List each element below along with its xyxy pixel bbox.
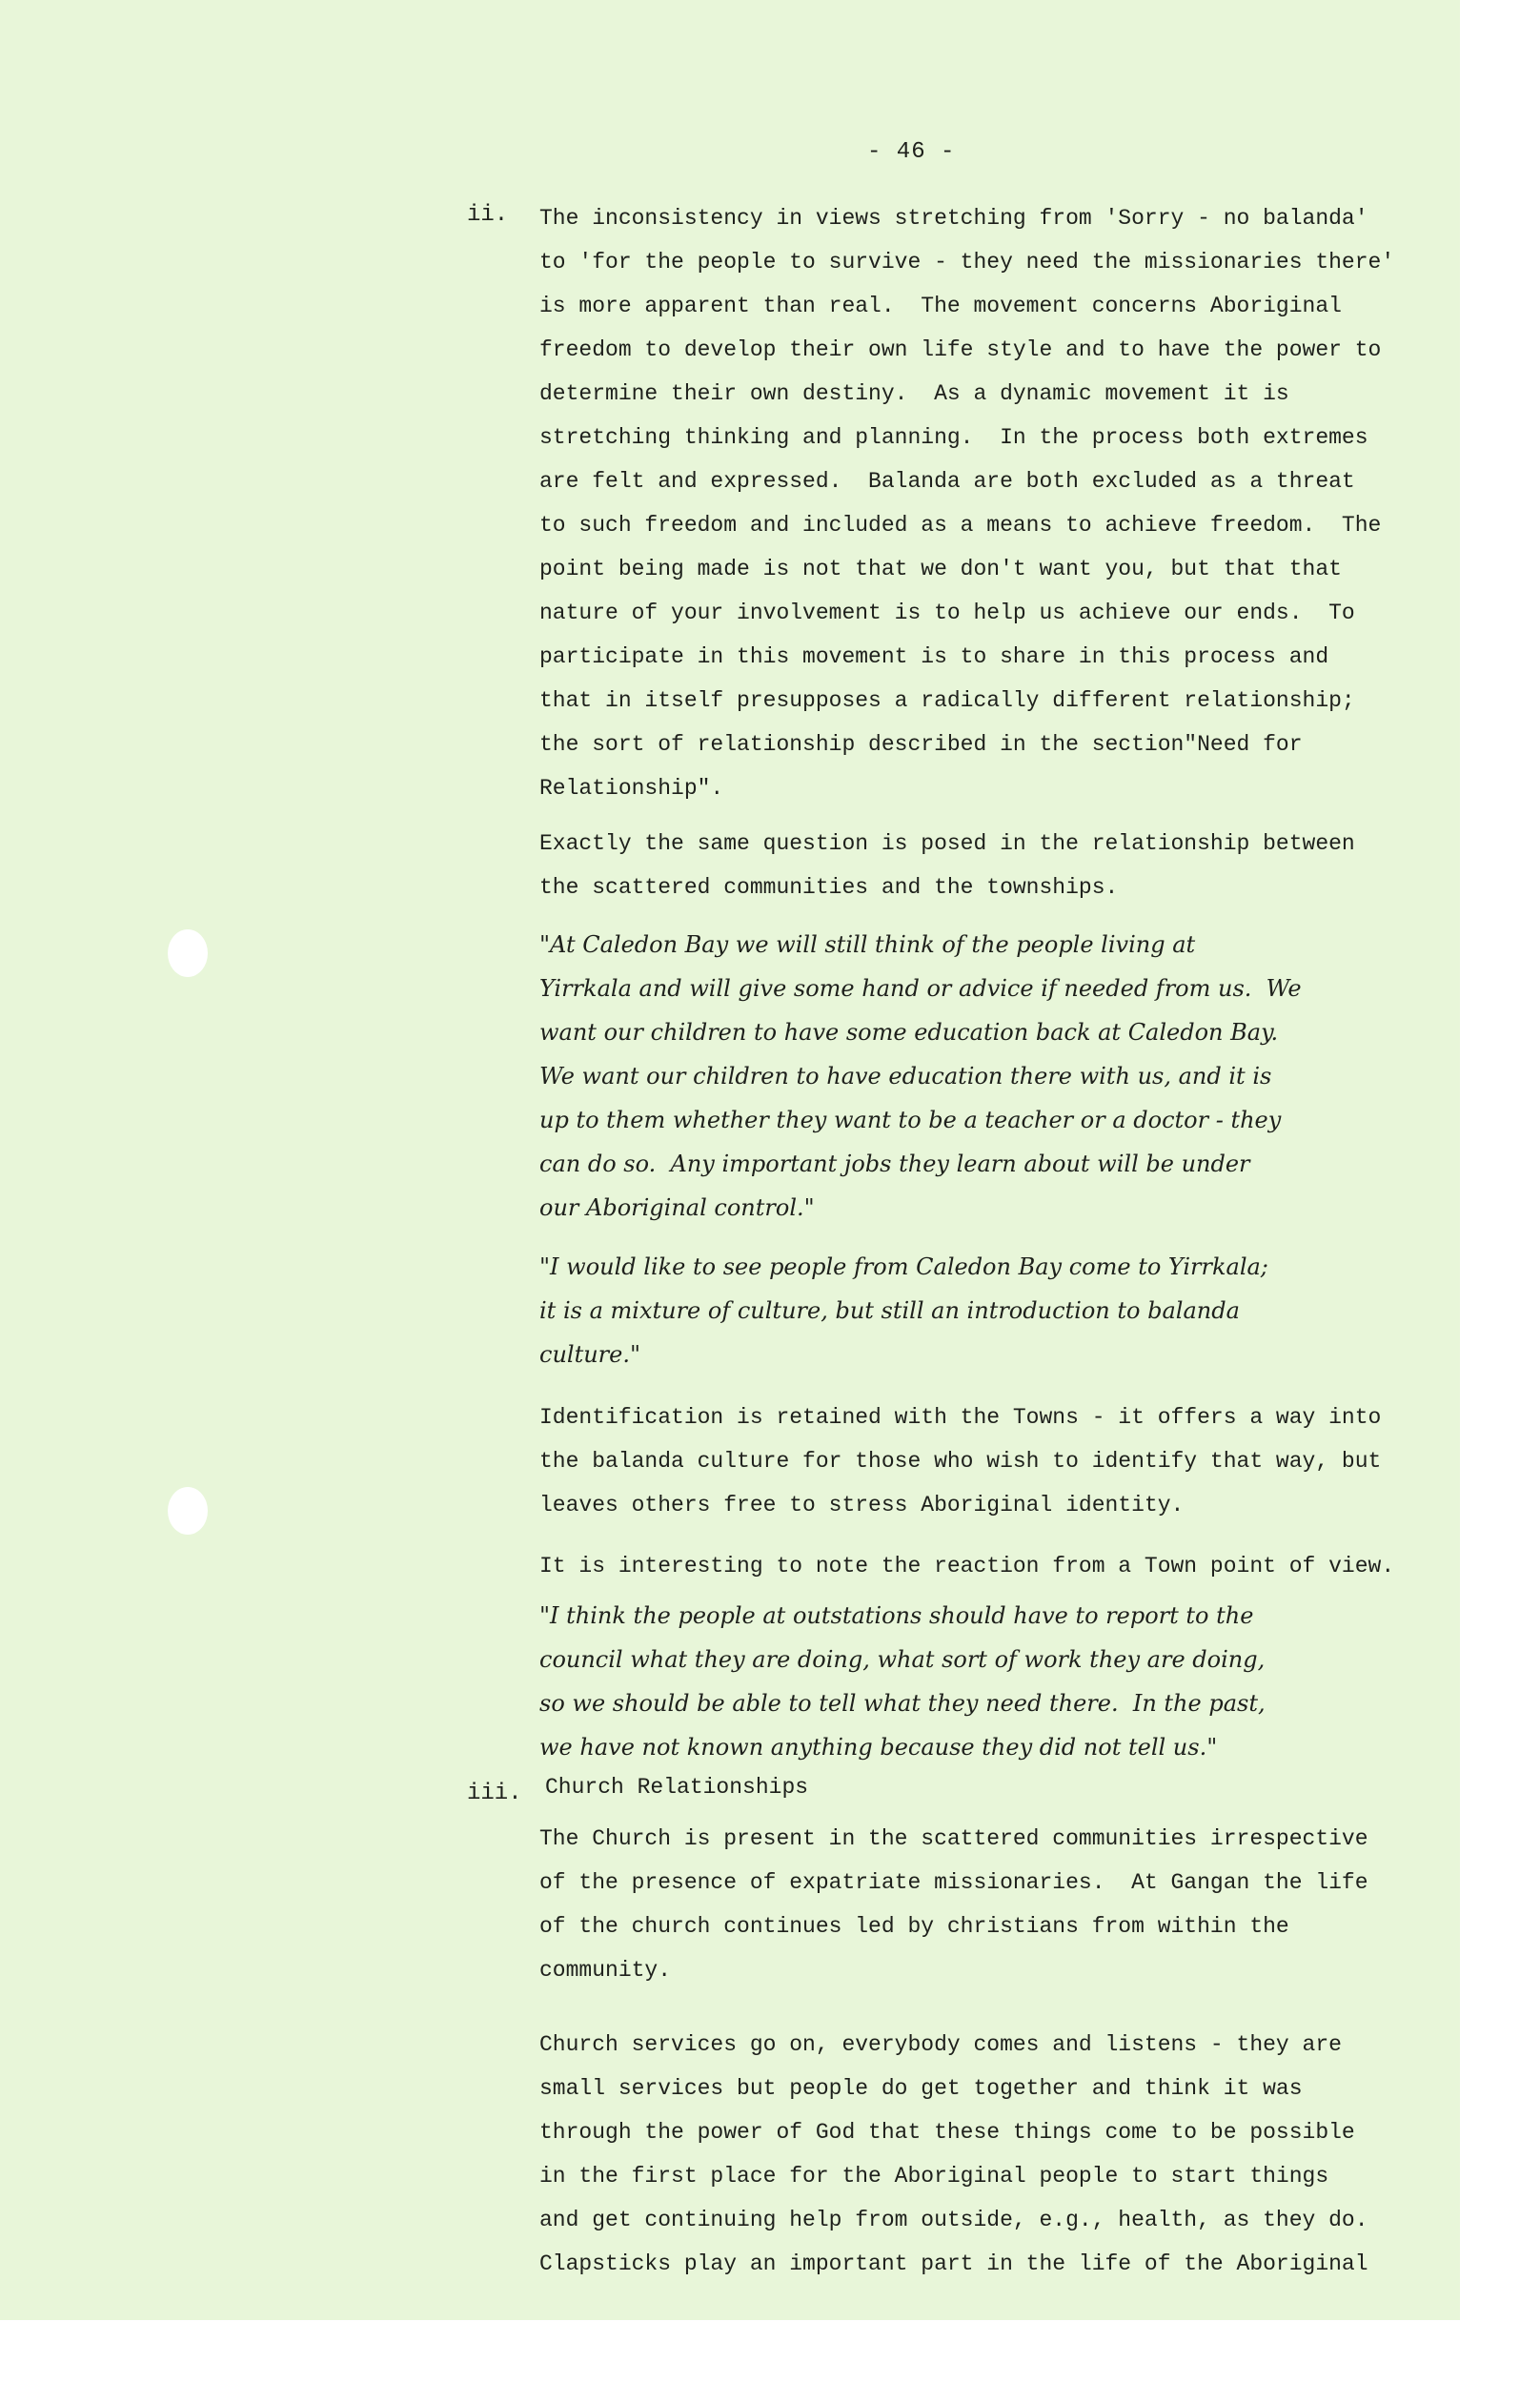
text-line: nature of your involvement is to help us achieve our ends. To: [539, 601, 1355, 625]
text-line: of the presence of expatriate missionaries. At Gangan the life: [539, 1870, 1368, 1895]
paragraph-church-present: [539, 1817, 1473, 1992]
text-line: Church services go on, everybody comes and listens - they are: [539, 2032, 1342, 2057]
heading-church-relationships: Church Relationships: [545, 1775, 809, 1800]
paragraph-church-services: [539, 2023, 1473, 2286]
section-marker-iii: iii.: [467, 1781, 522, 1806]
text-line: Yirrkala and will give some hand or advice if needed from us. We: [539, 975, 1302, 1002]
text-line: point being made is not that we don't want you, but that that: [539, 557, 1342, 581]
text-line: freedom to develop their own life style and to have the power to: [539, 337, 1382, 362]
text-line: of the church continues led by christians from within the: [539, 1914, 1289, 1939]
text-line: is more apparent than real. The movement concerns Aboriginal: [539, 294, 1342, 318]
page-number: - 46 -: [867, 139, 956, 165]
text-line: to 'for the people to survive - they need the missionaries there': [539, 250, 1395, 275]
text-line: and get continuing help from outside, e.g., health, as they do.: [539, 2208, 1368, 2232]
punch-hole-top: [168, 929, 208, 977]
text-line: community.: [539, 1958, 672, 1983]
text-line: small services but people do get together and think it was: [539, 2076, 1303, 2101]
text-line: council what they are doing, what sort of work they are doing,: [539, 1646, 1266, 1673]
text-line: Identification is retained with the Towns - it offers a way into: [539, 1405, 1382, 1430]
text-line: "I think the people at outstations should have to report to the: [539, 1602, 1254, 1629]
text-line: our Aboriginal control.": [539, 1194, 815, 1221]
text-line: to such freedom and included as a means to achieve freedom. The: [539, 513, 1382, 538]
text-line: through the power of God that these things come to be possible: [539, 2120, 1355, 2145]
paragraph-scattered-communities: [539, 822, 1473, 909]
section-marker-ii: ii.: [467, 202, 509, 228]
quote-yirrkala: [539, 1245, 1473, 1376]
text-line: in the first place for the Aboriginal people to start things: [539, 2164, 1329, 2189]
text-line: up to them whether they want to be a teacher or a doctor - they: [539, 1107, 1282, 1133]
text-line: determine their own destiny. As a dynamic movement it is: [539, 381, 1289, 406]
paragraph-town-reaction: [539, 1544, 1473, 1588]
text-line: The inconsistency in views stretching from 'Sorry - no balanda': [539, 206, 1368, 231]
text-line: "I would like to see people from Caledon Bay come to Yirrkala;: [539, 1253, 1268, 1280]
text-line: want our children to have some education back at Caledon Bay.: [539, 1019, 1279, 1046]
quote-outstations: [539, 1594, 1473, 1769]
text-line: stretching thinking and planning. In the process both extremes: [539, 425, 1368, 450]
text-line: the balanda culture for those who wish to identify that way, but: [539, 1449, 1382, 1474]
text-line: the sort of relationship described in the section"Need for: [539, 732, 1303, 757]
text-line: we have not known anything because they did not tell us.": [539, 1734, 1218, 1761]
text-line: so we should be able to tell what they need there. In the past,: [539, 1690, 1266, 1717]
quote-caledon-bay: [539, 923, 1473, 1230]
text-line: that in itself presupposes a radically different relationship;: [539, 688, 1355, 713]
text-line: "At Caledon Bay we will still think of the people living at: [539, 931, 1196, 958]
text-line: We want our children to have education there with us, and it is: [539, 1063, 1272, 1090]
text-line: can do so. Any important jobs they learn about will be under: [539, 1151, 1250, 1177]
text-line: leaves others free to stress Aboriginal identity.: [539, 1493, 1185, 1517]
text-line: It is interesting to note the reaction from a Town point of view.: [539, 1554, 1395, 1578]
paragraph-balanda-movement: [539, 196, 1473, 810]
paragraph-identification: [539, 1395, 1473, 1527]
text-line: Exactly the same question is posed in the relationship between: [539, 831, 1355, 856]
text-line: Relationship".: [539, 776, 724, 801]
text-line: the scattered communities and the townships.: [539, 875, 1119, 900]
text-line: are felt and expressed. Balanda are both excluded as a threat: [539, 469, 1355, 494]
text-line: participate in this movement is to share in this process and: [539, 644, 1329, 669]
punch-hole-bottom: [168, 1487, 208, 1535]
text-line: Clapsticks play an important part in the life of the Aboriginal: [539, 2251, 1368, 2276]
text-line: The Church is present in the scattered communities irrespective: [539, 1826, 1368, 1851]
text-line: it is a mixture of culture, but still an introduction to balanda: [539, 1297, 1240, 1324]
text-line: culture.": [539, 1341, 641, 1368]
